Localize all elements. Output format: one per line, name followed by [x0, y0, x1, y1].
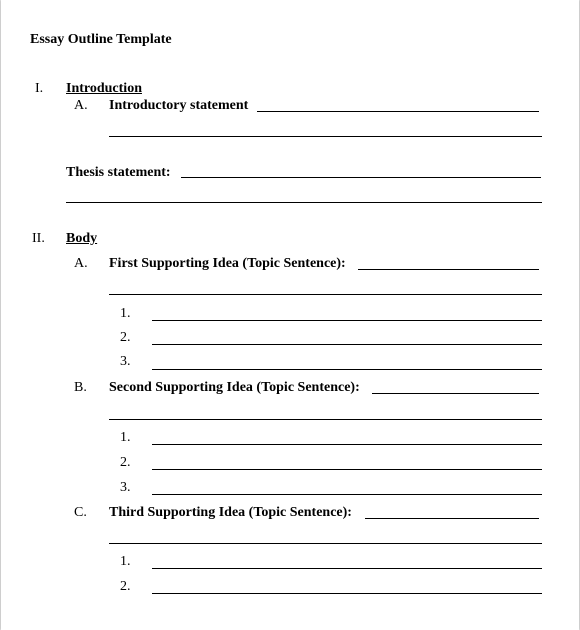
point-number: 2.: [120, 455, 131, 470]
point-number: 2.: [120, 579, 131, 594]
section-numeral-intro: I.: [35, 81, 44, 96]
point-number: 1.: [120, 306, 131, 321]
point-blank[interactable]: [152, 444, 542, 445]
first-supporting-idea-blank-continued[interactable]: [109, 294, 542, 295]
third-supporting-idea-label: Third Supporting Idea (Topic Sentence):: [109, 505, 352, 520]
point-number: 1.: [120, 554, 131, 569]
point-blank[interactable]: [152, 344, 542, 345]
item-letter: A.: [74, 98, 88, 113]
point-blank[interactable]: [152, 568, 542, 569]
introductory-statement-blank-continued[interactable]: [109, 136, 542, 137]
point-number: 2.: [120, 330, 131, 345]
section-numeral-body: II.: [32, 231, 45, 246]
point-number: 3.: [120, 480, 131, 495]
idea-letter: A.: [74, 256, 88, 271]
third-supporting-idea-blank-continued[interactable]: [109, 543, 542, 544]
thesis-statement-blank[interactable]: [181, 177, 541, 178]
second-supporting-idea-blank[interactable]: [372, 393, 539, 394]
point-number: 3.: [120, 354, 131, 369]
thesis-statement-blank-continued[interactable]: [66, 202, 542, 203]
idea-letter: C.: [74, 505, 87, 520]
introductory-statement-blank[interactable]: [257, 111, 539, 112]
second-supporting-idea-label: Second Supporting Idea (Topic Sentence):: [109, 380, 360, 395]
first-supporting-idea-blank[interactable]: [358, 269, 539, 270]
document-page: [1, 0, 579, 630]
document-title: Essay Outline Template: [30, 32, 172, 47]
thesis-statement-label: Thesis statement:: [66, 165, 171, 180]
third-supporting-idea-blank[interactable]: [365, 518, 539, 519]
point-blank[interactable]: [152, 469, 542, 470]
point-blank[interactable]: [152, 369, 542, 370]
first-supporting-idea-label: First Supporting Idea (Topic Sentence):: [109, 256, 346, 271]
section-heading-intro: Introduction: [66, 81, 142, 96]
point-blank[interactable]: [152, 320, 542, 321]
introductory-statement-label: Introductory statement: [109, 98, 249, 113]
point-blank[interactable]: [152, 494, 542, 495]
idea-letter: B.: [74, 380, 87, 395]
section-heading-body: Body: [66, 231, 98, 246]
point-number: 1.: [120, 430, 131, 445]
point-blank[interactable]: [152, 593, 542, 594]
second-supporting-idea-blank-continued[interactable]: [109, 419, 542, 420]
